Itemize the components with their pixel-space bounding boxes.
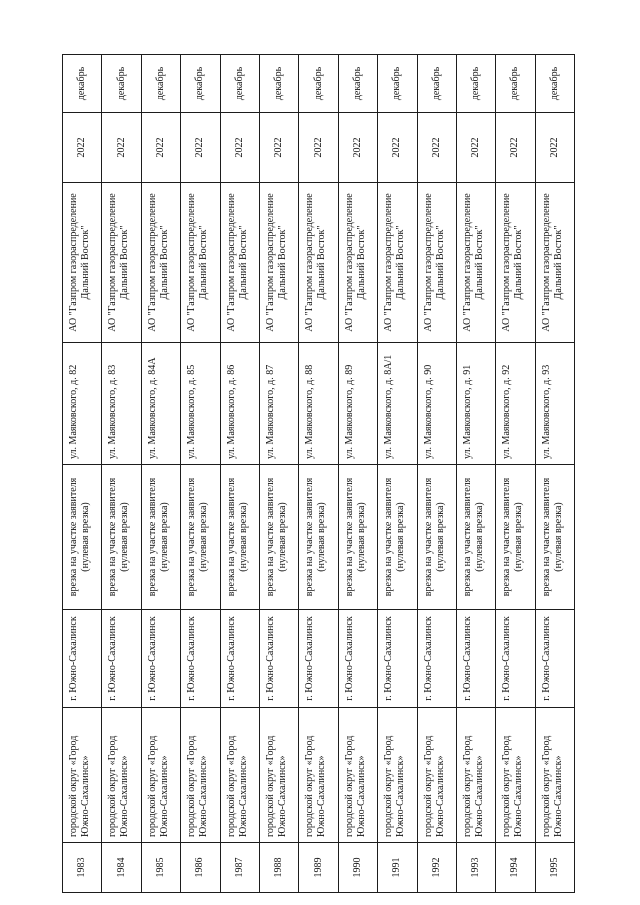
- municipality-cell: городской округ «Город Южно-Сахалинск»: [496, 708, 535, 843]
- organization-cell: АО "Газпром газораспределение Дальний Восток": [63, 183, 102, 343]
- row-number-cell: 1991: [378, 843, 417, 893]
- row-number-cell: 1989: [299, 843, 338, 893]
- municipality-cell: городской округ «Город Южно-Сахалинск»: [141, 708, 180, 843]
- municipality-cell: городской округ «Город Южно-Сахалинск»: [259, 708, 298, 843]
- connection-type-cell: врезка на участке заявителя (нулевая врезка): [338, 465, 377, 610]
- connection-type-cell: врезка на участке заявителя (нулевая врезка): [496, 465, 535, 610]
- municipality-cell: городской округ «Город Южно-Сахалинск»: [299, 708, 338, 843]
- registry-table: [62, 54, 575, 893]
- organization-cell: АО "Газпром газораспределение Дальний Восток": [378, 183, 417, 343]
- organization-cell: АО "Газпром газораспределение Дальний Восток": [259, 183, 298, 343]
- row-number-cell: 1983: [63, 843, 102, 893]
- year-cell: 2022: [535, 113, 574, 183]
- month-cell: декабрь: [141, 55, 180, 113]
- year-cell: 2022: [299, 113, 338, 183]
- table-row: [378, 55, 417, 893]
- address-cell: ул. Маяковского, д. 90: [417, 343, 456, 465]
- row-number-cell: 1986: [181, 843, 220, 893]
- municipality-cell: городской округ «Город Южно-Сахалинск»: [535, 708, 574, 843]
- month-cell: декабрь: [456, 55, 495, 113]
- address-cell: ул. Маяковского, д. 92: [496, 343, 535, 465]
- month-cell: декабрь: [63, 55, 102, 113]
- organization-cell: АО "Газпром газораспределение Дальний Восток": [220, 183, 259, 343]
- year-cell: 2022: [102, 113, 141, 183]
- settlement-cell: г. Южно-Сахалинск: [220, 610, 259, 708]
- year-cell: 2022: [141, 113, 180, 183]
- address-cell: ул. Маяковского, д. 88: [299, 343, 338, 465]
- row-number-cell: 1985: [141, 843, 180, 893]
- address-cell: ул. Маяковского, д. 86: [220, 343, 259, 465]
- month-cell: декабрь: [535, 55, 574, 113]
- connection-type-cell: врезка на участке заявителя (нулевая врезка): [378, 465, 417, 610]
- table-row: [456, 55, 495, 893]
- month-cell: декабрь: [417, 55, 456, 113]
- municipality-cell: городской округ «Город Южно-Сахалинск»: [63, 708, 102, 843]
- month-cell: декабрь: [496, 55, 535, 113]
- municipality-cell: городской округ «Город Южно-Сахалинск»: [378, 708, 417, 843]
- year-cell: 2022: [338, 113, 377, 183]
- month-cell: декабрь: [220, 55, 259, 113]
- year-cell: 2022: [63, 113, 102, 183]
- address-cell: ул. Маяковского, д. 91: [456, 343, 495, 465]
- connection-type-cell: врезка на участке заявителя (нулевая врезка): [535, 465, 574, 610]
- address-cell: ул. Маяковского, д. 85: [181, 343, 220, 465]
- settlement-cell: г. Южно-Сахалинск: [63, 610, 102, 708]
- connection-type-cell: врезка на участке заявителя (нулевая врезка): [456, 465, 495, 610]
- row-number-cell: 1984: [102, 843, 141, 893]
- address-cell: ул. Маяковского, д. 83: [102, 343, 141, 465]
- month-cell: декабрь: [102, 55, 141, 113]
- table-row: [181, 55, 220, 893]
- row-number-cell: 1994: [496, 843, 535, 893]
- connection-type-cell: врезка на участке заявителя (нулевая врезка): [63, 465, 102, 610]
- month-cell: декабрь: [299, 55, 338, 113]
- table-row: [102, 55, 141, 893]
- year-cell: 2022: [259, 113, 298, 183]
- connection-type-cell: врезка на участке заявителя (нулевая врезка): [299, 465, 338, 610]
- settlement-cell: г. Южно-Сахалинск: [299, 610, 338, 708]
- table-row: [141, 55, 180, 893]
- connection-type-cell: врезка на участке заявителя (нулевая врезка): [259, 465, 298, 610]
- organization-cell: АО "Газпром газораспределение Дальний Восток": [456, 183, 495, 343]
- connection-type-cell: врезка на участке заявителя (нулевая врезка): [417, 465, 456, 610]
- year-cell: 2022: [417, 113, 456, 183]
- address-cell: ул. Маяковского, д. 84А: [141, 343, 180, 465]
- year-cell: 2022: [378, 113, 417, 183]
- month-cell: декабрь: [259, 55, 298, 113]
- settlement-cell: г. Южно-Сахалинск: [535, 610, 574, 708]
- month-cell: декабрь: [338, 55, 377, 113]
- row-number-cell: 1990: [338, 843, 377, 893]
- row-number-cell: 1992: [417, 843, 456, 893]
- month-cell: декабрь: [378, 55, 417, 113]
- organization-cell: АО "Газпром газораспределение Дальний Восток": [417, 183, 456, 343]
- month-cell: декабрь: [181, 55, 220, 113]
- settlement-cell: г. Южно-Сахалинск: [141, 610, 180, 708]
- table-row: [63, 55, 102, 893]
- settlement-cell: г. Южно-Сахалинск: [496, 610, 535, 708]
- organization-cell: АО "Газпром газораспределение Дальний Восток": [496, 183, 535, 343]
- table-row: [299, 55, 338, 893]
- table-row: [496, 55, 535, 893]
- address-cell: ул. Маяковского, д. 89: [338, 343, 377, 465]
- table-row: [220, 55, 259, 893]
- connection-type-cell: врезка на участке заявителя (нулевая врезка): [181, 465, 220, 610]
- organization-cell: АО "Газпром газораспределение Дальний Восток": [338, 183, 377, 343]
- organization-cell: АО "Газпром газораспределение Дальний Восток": [181, 183, 220, 343]
- row-number-cell: 1993: [456, 843, 495, 893]
- settlement-cell: г. Южно-Сахалинск: [181, 610, 220, 708]
- municipality-cell: городской округ «Город Южно-Сахалинск»: [456, 708, 495, 843]
- row-number-cell: 1987: [220, 843, 259, 893]
- settlement-cell: г. Южно-Сахалинск: [102, 610, 141, 708]
- year-cell: 2022: [456, 113, 495, 183]
- address-cell: ул. Маяковского, д. 82: [63, 343, 102, 465]
- municipality-cell: городской округ «Город Южно-Сахалинск»: [338, 708, 377, 843]
- row-number-cell: 1995: [535, 843, 574, 893]
- municipality-cell: городской округ «Город Южно-Сахалинск»: [102, 708, 141, 843]
- settlement-cell: г. Южно-Сахалинск: [378, 610, 417, 708]
- table-row: [259, 55, 298, 893]
- municipality-cell: городской округ «Город Южно-Сахалинск»: [181, 708, 220, 843]
- organization-cell: АО "Газпром газораспределение Дальний Восток": [102, 183, 141, 343]
- organization-cell: АО "Газпром газораспределение Дальний Восток": [141, 183, 180, 343]
- connection-type-cell: врезка на участке заявителя (нулевая врезка): [102, 465, 141, 610]
- connection-type-cell: врезка на участке заявителя (нулевая врезка): [141, 465, 180, 610]
- organization-cell: АО "Газпром газораспределение Дальний Восток": [535, 183, 574, 343]
- year-cell: 2022: [181, 113, 220, 183]
- year-cell: 2022: [220, 113, 259, 183]
- row-number-cell: 1988: [259, 843, 298, 893]
- settlement-cell: г. Южно-Сахалинск: [259, 610, 298, 708]
- settlement-cell: г. Южно-Сахалинск: [456, 610, 495, 708]
- settlement-cell: г. Южно-Сахалинск: [338, 610, 377, 708]
- address-cell: ул. Маяковского, д. 87: [259, 343, 298, 465]
- organization-cell: АО "Газпром газораспределение Дальний Восток": [299, 183, 338, 343]
- address-cell: ул. Маяковского, д. 93: [535, 343, 574, 465]
- municipality-cell: городской округ «Город Южно-Сахалинск»: [417, 708, 456, 843]
- table-row: [535, 55, 574, 893]
- municipality-cell: городской округ «Город Южно-Сахалинск»: [220, 708, 259, 843]
- address-cell: ул. Маяковского, д. 8А/1: [378, 343, 417, 465]
- connection-type-cell: врезка на участке заявителя (нулевая врезка): [220, 465, 259, 610]
- settlement-cell: г. Южно-Сахалинск: [417, 610, 456, 708]
- table-row: [417, 55, 456, 893]
- table-row: [338, 55, 377, 893]
- year-cell: 2022: [496, 113, 535, 183]
- rotated-table-container: [62, 55, 575, 893]
